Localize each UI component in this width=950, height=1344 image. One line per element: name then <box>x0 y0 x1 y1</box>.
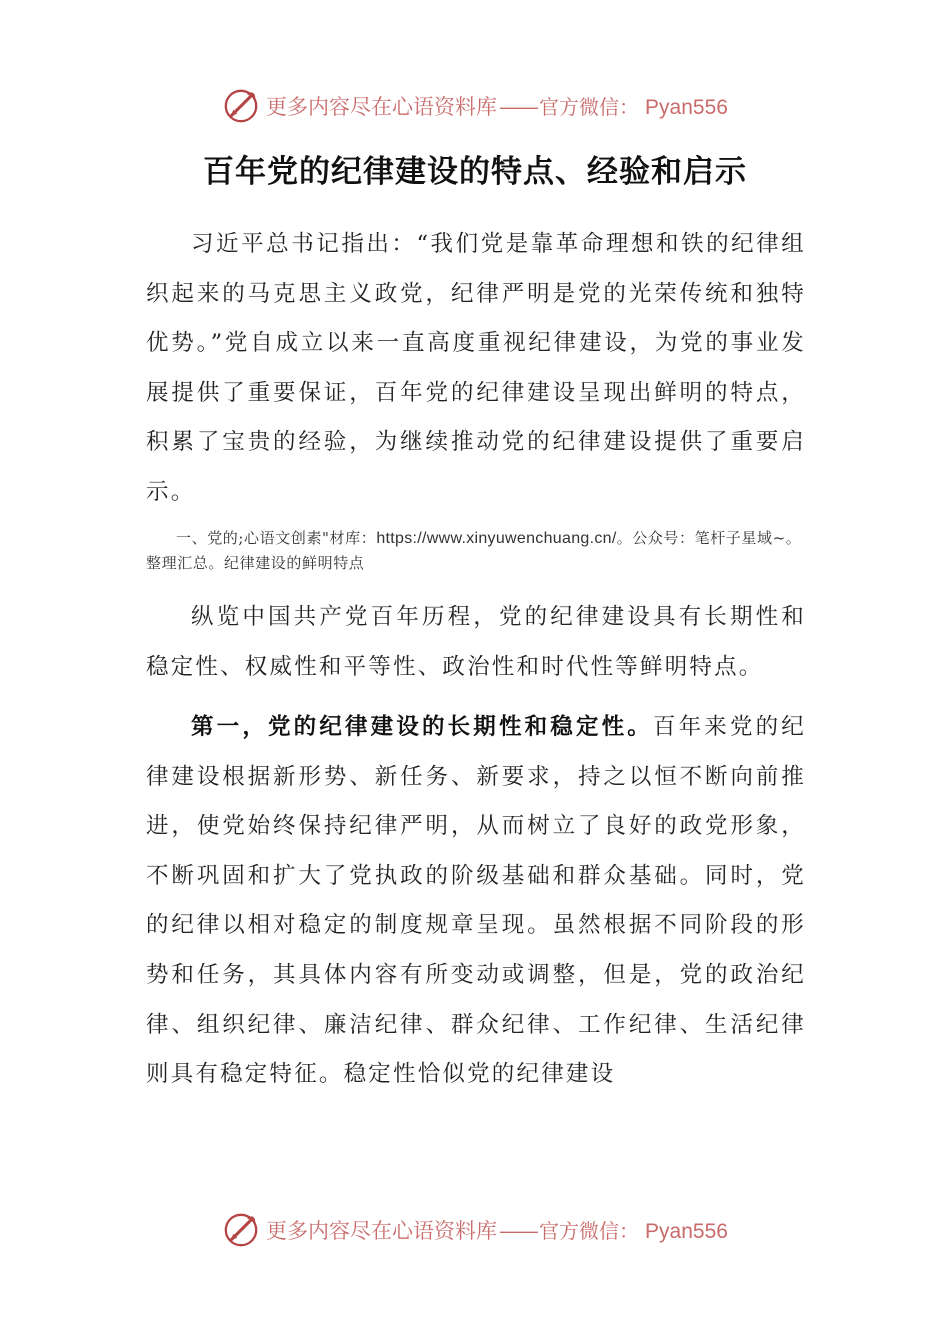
point-one-paragraph <box>146 703 806 1100</box>
intro-paragraph: 习近平总书记指出：“我们党是靠革命理想和铁的纪律组织起来的马克思主义政党，纪律严明是党的光荣传统和独特优势。”党自成立以来一直高度重视纪律建设，为党的事业发展提供了重要保证，百年党的纪律建设呈现出鲜明的特点，积累了宝贵的经验，为继续推动党的纪律建设提供了重要启示。 <box>146 231 806 505</box>
footer-watermark-banner <box>0 1208 950 1252</box>
section-heading-suffix: 。公众号：笔杆子星域~。整理汇总。纪律建设的鲜明特点 <box>146 529 802 572</box>
section-heading-prefix: 一、党的;心语文创素"材库： <box>176 529 377 547</box>
document-title: 百年党的纪律建设的特点、经验和启示 <box>203 154 747 190</box>
point-one-heading: 第一，党的纪律建设的长期性和稳定性。 <box>191 714 653 740</box>
banner-text <box>266 91 728 121</box>
banner-wechat-label: 官方微信： <box>539 95 640 119</box>
banner-wechat-label: 官方微信： <box>539 1219 640 1243</box>
point-one-body: 百年来党的纪律建设根据新形势、新任务、新要求，持之以恒不断向前推进，使党始终保持纪律严明，从而树立了良好的政党形象，不断巩固和扩大了党执政的阶级基础和群众基础。同时，党的纪律以相对稳定的制度规章呈现。虽然根据不同阶段的形势和任务，其具体内容有所变动或调整，但是，党的政治纪律、组织纪律、廉洁纪律、群众纪律、工作纪律、生活纪律则具有稳定特征。稳定性恰似党的纪律建设 <box>146 714 806 1088</box>
overview-paragraph: 纵览中国共产党百年历程，党的纪律建设具有长期性和稳定性、权威性和平等性、政治性和时代性等鲜明特点。 <box>146 604 806 680</box>
header-watermark-banner <box>0 84 950 128</box>
banner-dash: —— <box>499 95 538 119</box>
banner-dash: —— <box>499 1219 538 1243</box>
banner-wechat-id: Pyan556 <box>645 1220 728 1243</box>
banner-slogan: 更多内容尽在心语资料库 <box>266 95 498 119</box>
section-heading <box>146 526 806 576</box>
pen-logo-icon <box>222 87 260 125</box>
banner-wechat-id: Pyan556 <box>645 96 728 119</box>
banner-slogan: 更多内容尽在心语资料库 <box>266 1219 498 1243</box>
section-heading-url: https://www.xinyuwenchuang.cn/ <box>376 530 617 547</box>
pen-logo-icon <box>222 1211 260 1249</box>
banner-text <box>266 1215 728 1245</box>
